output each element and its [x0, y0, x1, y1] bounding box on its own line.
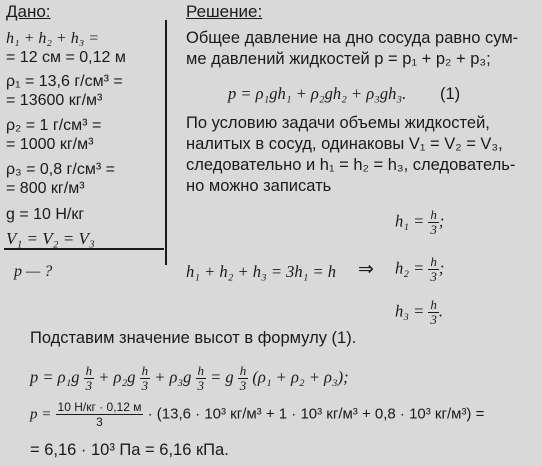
h1-lhs: h₁ = — [395, 211, 425, 231]
f2-frac-1-den: 3 — [85, 378, 93, 393]
solution-line-5: следовательно и h₁ = h₂ = h₃, следователь- — [186, 156, 516, 174]
f2-frac-1 — [84, 364, 95, 393]
given-rho3-a: ρ₃ = 0,8 г/см³ = — [6, 161, 115, 178]
h1-end: ; — [438, 211, 445, 231]
h1-frac-den: 3 — [430, 222, 437, 237]
solution-header: Решение: — [186, 2, 263, 21]
given-rho2-b: = 1000 кг/м³ — [6, 136, 94, 153]
given-divider-vertical — [165, 20, 167, 265]
substitute-line: Подставим значение высот в формулу (1). — [30, 329, 357, 347]
h2-fraction — [428, 255, 439, 284]
implies-arrow: ⇒ — [358, 259, 374, 280]
f2-frac-2-den: 3 — [141, 378, 149, 393]
sum-equation: h₁ + h₂ + h₃ = 3h₁ = h — [186, 262, 336, 281]
h2-frac-den: 3 — [430, 269, 437, 284]
f3-p: p = — [30, 406, 52, 423]
h1-fraction — [428, 208, 439, 237]
f2-frac-1-num: h — [85, 363, 93, 378]
given-heights-val: = 12 см = 0,12 м — [6, 49, 126, 66]
f3-rest: · (13,6 · 10³ кг/м³ + 1 · 10³ кг/м³ + 0,8 · 10³ кг/м³) = — [147, 405, 485, 423]
given-heights-eq: h₁ + h₂ + h₃ = — [6, 30, 100, 47]
formula-1-number: (1) — [440, 85, 461, 103]
h3-end: . — [438, 301, 443, 321]
given-rho2-a: ρ₂ = 1 г/см³ = — [6, 117, 102, 134]
h1-equation — [395, 208, 444, 237]
f3-frac-num: 10 Н/кг · 0,12 м — [57, 400, 142, 414]
h3-lhs: h₃ = — [395, 301, 425, 321]
given-g: g = 10 Н/кг — [6, 206, 85, 223]
f3-frac-den: 3 — [96, 415, 103, 429]
f2-frac-3-den: 3 — [197, 378, 205, 393]
solution-line-1: Общее давление на дно сосуда равно сум- — [186, 29, 519, 47]
f2-frac-4-num: h — [239, 363, 247, 378]
f2-part-b: + ρ₂g — [98, 367, 136, 387]
h3-fraction — [428, 298, 439, 327]
formula-3 — [30, 400, 484, 429]
h2-frac-num: h — [430, 254, 437, 269]
f2-part-e: (ρ₁ + ρ₂ + ρ₃); — [252, 367, 349, 387]
given-find: p — ? — [14, 263, 53, 280]
h2-equation — [395, 255, 444, 284]
solution-line-4: налитых в сосуд, одинаковы V₁ = V₂ = V₃, — [186, 135, 503, 153]
f2-part-d: = g — [210, 367, 234, 387]
h2-end: ; — [438, 258, 445, 278]
given-divider-horizontal — [4, 248, 164, 250]
given-rho1-a: ρ₁ = 13,6 г/см³ = — [6, 73, 123, 90]
h3-frac-num: h — [430, 297, 437, 312]
f2-frac-4-den: 3 — [239, 378, 247, 393]
h3-equation — [395, 298, 443, 327]
f3-fraction — [56, 400, 144, 429]
solution-line-3: По условию задачи объемы жидкостей, — [186, 114, 490, 132]
formula-2 — [30, 364, 349, 393]
solution-line-6: но можно записать — [186, 177, 332, 195]
given-header: Дано: — [6, 2, 51, 21]
h2-lhs: h₂ = — [395, 258, 425, 278]
h1-frac-num: h — [430, 207, 437, 222]
f2-frac-3-num: h — [197, 363, 205, 378]
result-line: = 6,16 · 10³ Па = 6,16 кПа. — [30, 441, 229, 459]
f2-part-c: + ρ₃g — [154, 367, 192, 387]
given-volumes: V₁ = V₂ = V₃ — [6, 229, 95, 248]
given-rho1-b: = 13600 кг/м³ — [6, 92, 103, 109]
formula-1: p = ρ₁gh₁ + ρ₂gh₂ + ρ₃gh₃. — [228, 84, 407, 103]
h3-frac-den: 3 — [430, 312, 437, 327]
f2-frac-2-num: h — [141, 363, 149, 378]
solution-line-2: ме давлений жидкостей p = p₁ + p₂ + p₃; — [186, 50, 491, 68]
f2-part-a: p = ρ₁g — [30, 367, 80, 387]
f2-frac-2 — [140, 364, 151, 393]
f2-frac-4 — [238, 364, 249, 393]
given-rho3-b: = 800 кг/м³ — [6, 180, 85, 197]
f2-frac-3 — [196, 364, 207, 393]
